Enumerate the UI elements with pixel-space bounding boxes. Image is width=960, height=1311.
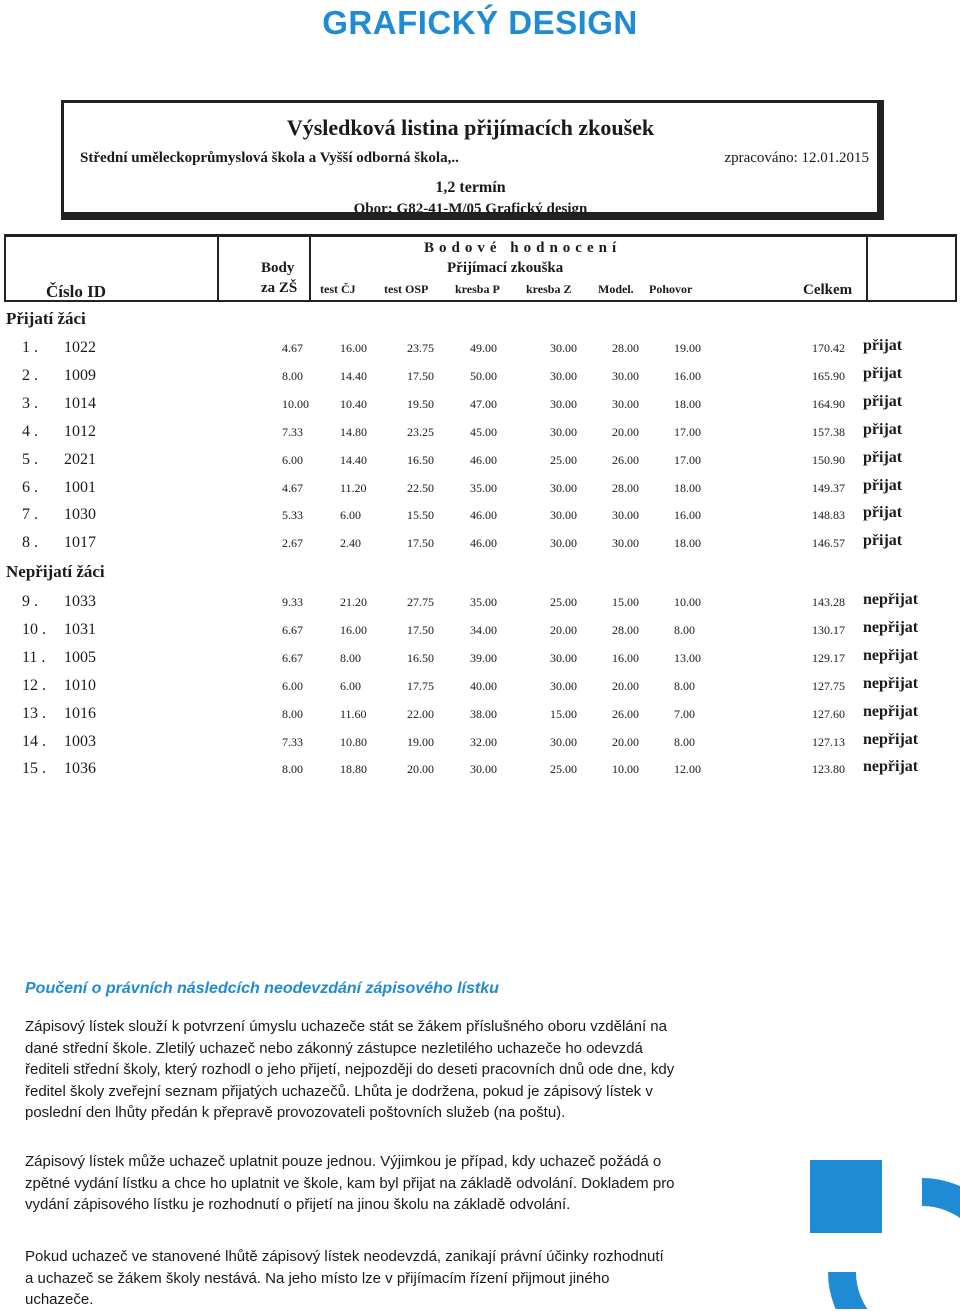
exam-term: 1,2 termín	[435, 179, 506, 196]
row-rank: 14 .	[22, 732, 46, 750]
table-row	[0, 420, 960, 449]
cell-zs: 6.00	[282, 678, 303, 693]
cell-zs: 6.67	[282, 650, 303, 665]
cell-kp: 32.00	[470, 734, 497, 749]
column-header	[4, 234, 957, 302]
notice-paragraph-3: Pokud uchazeč ve stanovené lhůtě zápisový lístek neodevzdá, zanikají právní účinky rozhodnutí a uchazeč se žákem školy nestává. Na jeho místo lze v přijímacím řízení přijmout jiného uchazeče.	[25, 1248, 664, 1308]
cell-pohovor: 8.00	[674, 678, 695, 693]
cell-pohovor: 8.00	[674, 734, 695, 749]
cell-zs: 8.00	[282, 368, 303, 383]
row-rank: 11 .	[22, 648, 46, 666]
row-rank: 8 .	[22, 534, 38, 552]
cell-kz: 30.00	[550, 650, 577, 665]
table-row	[0, 337, 960, 365]
cell-model: 28.00	[612, 341, 639, 355]
cell-zs: 9.33	[282, 595, 303, 609]
row-id: 1010	[64, 676, 96, 694]
row-id: 1016	[64, 704, 96, 722]
row-status: přijat	[863, 448, 903, 466]
cell-pohovor: 17.00	[674, 452, 701, 467]
col-prijimaci-zkouska: Přijímací zkouška	[447, 260, 564, 276]
row-status: nepřijat	[863, 674, 919, 692]
row-status: přijat	[863, 532, 903, 550]
cell-kp: 39.00	[470, 650, 497, 665]
cell-osp: 17.50	[407, 622, 434, 637]
row-id: 1017	[64, 534, 96, 552]
cell-zs: 2.67	[282, 536, 303, 551]
cell-kp: 49.00	[470, 341, 497, 355]
row-rank: 15 .	[22, 760, 46, 778]
cell-kz: 30.00	[550, 341, 577, 355]
cell-cj: 21.20	[340, 595, 367, 609]
cell-zs: 8.00	[282, 762, 303, 777]
cell-cj: 16.00	[340, 622, 367, 637]
cell-kp: 35.00	[470, 595, 497, 609]
table-row	[0, 532, 960, 560]
cell-kz: 30.00	[550, 536, 577, 551]
cell-pohovor: 12.00	[674, 762, 701, 777]
cell-kz: 30.00	[550, 508, 577, 523]
cell-model: 28.00	[612, 480, 639, 495]
row-id: 1001	[64, 478, 96, 496]
row-rank: 10 .	[22, 620, 46, 638]
cell-pohovor: 17.00	[674, 424, 701, 439]
cell-cj: 10.40	[340, 396, 367, 411]
cell-osp: 22.00	[407, 706, 434, 721]
cell-zs: 7.33	[282, 424, 303, 439]
cell-kp: 30.00	[470, 762, 497, 777]
notice-paragraph-2: Zápisový lístek může uchazeč uplatnit pouze jednou. Výjimkou je případ, kdy uchazeč požádá o zpětné vydání lístku a chce ho uplatnit ve škole, kam byl přijat na základě odvolání. Dokladem pro vydání zápisového lístku je rozhodnutí o přijetí na jinou školu na základě odvolání.	[25, 1153, 675, 1213]
cell-osp: 27.75	[407, 595, 434, 609]
cell-osp: 19.50	[407, 396, 434, 411]
row-status: nepřijat	[863, 618, 919, 636]
school-name: Střední uměleckoprůmyslová škola a Vyšší odborná škola,..	[80, 150, 459, 166]
notice-title: Poučení o právních následcích neodevzdání zápisového lístku	[25, 980, 499, 997]
col-body-zs: za ZŠ	[261, 280, 298, 296]
col-kresba-p: kresba P	[455, 282, 500, 296]
table-row	[0, 674, 960, 703]
table-row	[0, 758, 960, 786]
cell-osp: 17.75	[407, 678, 434, 693]
table-row	[0, 702, 960, 731]
table-row	[0, 646, 960, 675]
cell-pohovor: 18.00	[674, 536, 701, 551]
cell-osp: 22.50	[407, 480, 434, 495]
cell-cj: 2.40	[340, 536, 361, 551]
cell-pohovor: 7.00	[674, 706, 695, 721]
table-row	[0, 618, 960, 647]
row-status: nepřijat	[863, 730, 919, 748]
cell-model: 30.00	[612, 396, 639, 411]
cell-model: 15.00	[612, 595, 639, 609]
cell-kp: 45.00	[470, 424, 497, 439]
row-status: nepřijat	[863, 758, 919, 776]
row-id: 1033	[64, 593, 96, 610]
row-status: nepřijat	[863, 591, 919, 608]
cell-osp: 15.50	[407, 508, 434, 523]
cell-celkem: 123.80	[812, 762, 845, 777]
col-pohovor: Pohovor	[649, 282, 693, 296]
row-status: přijat	[863, 337, 903, 354]
cell-zs: 6.00	[282, 452, 303, 467]
row-id: 1031	[64, 620, 96, 638]
row-id: 1012	[64, 422, 96, 440]
cell-pohovor: 10.00	[674, 595, 701, 609]
col-kresba-z: kresba Z	[526, 282, 572, 296]
cell-cj: 14.40	[340, 452, 367, 467]
cell-osp: 16.50	[407, 650, 434, 665]
table-row	[0, 730, 960, 759]
cell-celkem: 127.75	[812, 678, 845, 693]
row-rank: 9 .	[22, 593, 38, 610]
cell-cj: 11.60	[340, 706, 367, 721]
row-rank: 3 .	[22, 394, 38, 412]
cell-model: 10.00	[612, 762, 639, 777]
cell-celkem: 129.17	[812, 650, 845, 665]
row-id: 1009	[64, 366, 96, 384]
cell-celkem: 146.57	[812, 536, 845, 551]
cell-kz: 30.00	[550, 396, 577, 411]
row-rank: 4 .	[22, 422, 38, 440]
col-id: Číslo ID	[46, 282, 106, 301]
rejected-label: Nepřijatí žáci	[6, 562, 105, 581]
cell-pohovor: 18.00	[674, 396, 701, 411]
row-status: nepřijat	[863, 702, 919, 720]
cell-cj: 6.00	[340, 508, 361, 523]
row-status: přijat	[863, 392, 903, 410]
cell-kp: 38.00	[470, 706, 497, 721]
cell-zs: 4.67	[282, 480, 303, 495]
col-body: Body	[261, 260, 295, 276]
col-test-cj: test ČJ	[320, 282, 356, 296]
cell-pohovor: 13.00	[674, 650, 701, 665]
cell-zs: 5.33	[282, 508, 303, 523]
col-celkem: Celkem	[803, 282, 853, 298]
cell-kp: 47.00	[470, 396, 497, 411]
cell-cj: 14.40	[340, 368, 367, 383]
cell-kp: 46.00	[470, 508, 497, 523]
cell-celkem: 149.37	[812, 480, 845, 495]
row-rank: 13 .	[22, 704, 46, 722]
field-of-study: Obor: G82-41-M/05 Grafický design	[353, 201, 588, 217]
page-title: GRAFICKÝ DESIGN	[322, 4, 638, 41]
cell-kz: 25.00	[550, 595, 577, 609]
row-status: nepřijat	[863, 646, 919, 664]
col-test-osp: test OSP	[384, 282, 429, 296]
table-row	[0, 591, 960, 619]
cell-kz: 15.00	[550, 706, 577, 721]
row-status: přijat	[863, 476, 903, 494]
cell-kp: 40.00	[470, 678, 497, 693]
cell-osp: 17.50	[407, 536, 434, 551]
cell-kp: 35.00	[470, 480, 497, 495]
row-id: 1030	[64, 506, 96, 524]
notice-paragraph-1: Zápisový lístek slouží k potvrzení úmyslu uchazeče stát se žákem příslušného oboru vzdělání na dané střední škole. Zletilý uchazeč nebo zákonný zástupce nezletilého uchazeče ho odevzdá řediteli střední školy, který rozhodl o jeho přijetí, nejpozději do deseti pracovních dnů ode dne, kdy ředitel školy zveřejní seznam přijatých uchazečů. Lhůta je dodržena, pokud je zápisový lístek v poslední den lhůty předán k přepravě provozovateli poštovních služeb (na poštu).	[25, 1018, 675, 1121]
cell-zs: 8.00	[282, 706, 303, 721]
table-row	[0, 504, 960, 532]
cell-model: 26.00	[612, 452, 639, 467]
cell-kz: 25.00	[550, 762, 577, 777]
col-model: Model.	[598, 282, 634, 296]
cell-cj: 16.00	[340, 341, 367, 355]
cell-osp: 23.25	[407, 424, 434, 439]
cell-kz: 30.00	[550, 480, 577, 495]
cell-osp: 19.00	[407, 734, 434, 749]
cell-celkem: 157.38	[812, 424, 845, 439]
cell-osp: 23.75	[407, 341, 434, 355]
cell-celkem: 127.13	[812, 734, 845, 749]
cell-kz: 20.00	[550, 622, 577, 637]
cell-pohovor: 16.00	[674, 508, 701, 523]
cell-osp: 17.50	[407, 368, 434, 383]
cell-zs: 7.33	[282, 734, 303, 749]
cell-kp: 46.00	[470, 536, 497, 551]
table-row	[0, 476, 960, 505]
cell-kz: 25.00	[550, 452, 577, 467]
cell-celkem: 165.90	[812, 368, 845, 383]
cell-cj: 10.80	[340, 734, 367, 749]
cell-model: 28.00	[612, 622, 639, 637]
cell-kz: 30.00	[550, 678, 577, 693]
cell-pohovor: 18.00	[674, 480, 701, 495]
cell-model: 30.00	[612, 536, 639, 551]
cell-zs: 6.67	[282, 622, 303, 637]
row-rank: 2 .	[22, 366, 38, 384]
cell-kz: 30.00	[550, 424, 577, 439]
row-status: přijat	[863, 420, 903, 438]
cell-model: 16.00	[612, 650, 639, 665]
cell-celkem: 148.83	[812, 508, 845, 523]
cell-celkem: 164.90	[812, 396, 845, 411]
col-bodove-hodnoceni: Bodové hodnocení	[424, 240, 622, 256]
row-id: 1022	[64, 339, 96, 356]
cell-osp: 20.00	[407, 762, 434, 777]
cell-osp: 16.50	[407, 452, 434, 467]
cell-cj: 14.80	[340, 424, 367, 439]
cell-pohovor: 19.00	[674, 341, 701, 355]
cell-model: 30.00	[612, 508, 639, 523]
cell-model: 30.00	[612, 368, 639, 383]
cell-zs: 4.67	[282, 341, 303, 355]
results-header	[61, 100, 884, 220]
row-status: přijat	[863, 504, 903, 522]
blue-square-arc-logo-icon	[810, 1160, 960, 1309]
cell-cj: 18.80	[340, 762, 367, 777]
results-title: Výsledková listina přijímacích zkoušek	[286, 115, 655, 140]
processed-date: zpracováno: 12.01.2015	[724, 150, 869, 166]
table-row	[0, 392, 960, 421]
cell-cj: 8.00	[340, 650, 361, 665]
row-id: 1036	[64, 760, 96, 778]
row-rank: 7 .	[22, 506, 38, 524]
cell-pohovor: 16.00	[674, 368, 701, 383]
table-row	[0, 364, 960, 393]
cell-model: 26.00	[612, 706, 639, 721]
cell-celkem: 170.42	[812, 341, 845, 355]
cell-cj: 11.20	[340, 480, 367, 495]
cell-celkem: 130.17	[812, 622, 845, 637]
cell-zs: 10.00	[282, 396, 309, 411]
cell-celkem: 127.60	[812, 706, 845, 721]
cell-kp: 50.00	[470, 368, 497, 383]
row-id: 1003	[64, 732, 96, 750]
cell-kz: 30.00	[550, 368, 577, 383]
cell-kz: 30.00	[550, 734, 577, 749]
row-id: 1014	[64, 394, 96, 412]
cell-pohovor: 8.00	[674, 622, 695, 637]
row-id: 2021	[64, 450, 96, 468]
cell-celkem: 150.90	[812, 452, 845, 467]
cell-cj: 6.00	[340, 678, 361, 693]
row-rank: 5 .	[22, 450, 38, 468]
cell-model: 20.00	[612, 424, 639, 439]
accepted-label: Přijatí žáci	[6, 309, 86, 328]
cell-celkem: 143.28	[812, 595, 845, 609]
cell-model: 20.00	[612, 678, 639, 693]
row-rank: 1 .	[22, 339, 38, 356]
row-id: 1005	[64, 648, 96, 666]
row-rank: 12 .	[22, 676, 46, 694]
row-rank: 6 .	[22, 478, 38, 496]
table-row	[0, 448, 960, 477]
cell-kp: 34.00	[470, 622, 497, 637]
row-status: přijat	[863, 364, 903, 382]
cell-kp: 46.00	[470, 452, 497, 467]
cell-model: 20.00	[612, 734, 639, 749]
